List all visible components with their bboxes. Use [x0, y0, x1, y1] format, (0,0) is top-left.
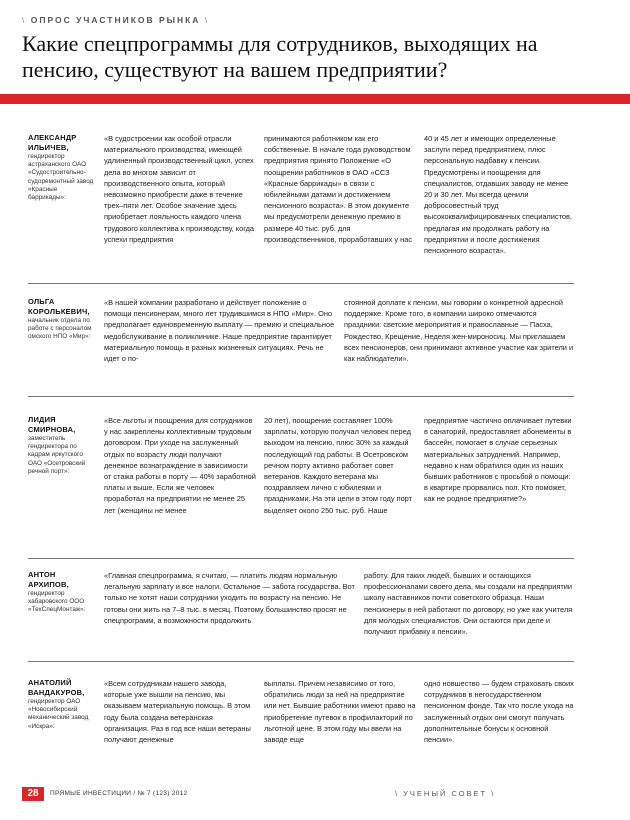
respondent: [28, 297, 96, 342]
answer-column: «Все льготы и поощрения для сотрудников у нас закреплены коллективным трудовым договором. При уходе на заслуженный отдых по возрасту люди получают денежное вознаграждение в зависимости от стажа работы в порту — 40% заработной платы и выше. Если же человек проработал на предприятии не менее 25 лет (женщины не менее: [104, 416, 256, 515]
respondent: [28, 678, 96, 731]
answer-column: «В судостроении как особой отрасли материального производства, имеющей удлиненный производственный цикл, успех дела во многом зависит от производственного опыта, который невозможно приобрести даже в течение трех–пяти лет. Особое значение здесь приобретает лояльность каждого члена трудового коллектива к производству, когда успехи предприятия: [104, 134, 255, 244]
respondent: [28, 570, 96, 615]
respondent: [28, 415, 96, 476]
respondent-name: ОЛЬГА КОРОЛЬКЕВИЧ,: [28, 297, 90, 316]
respondent-role: начальник отдела по работе с персоналом омского НПО «Мир»:: [28, 317, 92, 341]
respondent-name: АНАТОЛИЙ ВАНДАКУРОВ,: [28, 678, 85, 697]
respondent-name: АНТОН АРХИПОВ,: [28, 570, 69, 589]
answer-column: стоянной доплате к пенсии, мы говорим о конкретной адресной поддержке. Кроме того, в компании широко отмечаются праздники: светские мероприятия и православные — Пасха, Рождество, Крещение, Неделя жен-мироносиц. Мы приглашаем всех пенсионеров, они принимают активное участие как зрители и как наблюдатели».: [344, 298, 574, 364]
respondent-name: ЛИДИЯ СМИРНОВА,: [28, 415, 76, 434]
kicker-text: ОПРОС УЧАСТНИКОВ РЫНКА: [30, 15, 201, 25]
accent-bar: [0, 94, 630, 104]
respondent: [28, 133, 96, 202]
section-divider: [28, 558, 574, 559]
interview-section: [28, 570, 574, 645]
answer-column: «В нашей компании разработано и действует положение о помощи пенсионерам, много лет трудившимся в НПО «Мир». Оно предполагает единовременную выплату — премию и специальное медобслуживание в поликлинике. Наше предприятие гарантирует материальную помощь в разных жизненных ситуациях. Речь не идет о по-: [104, 298, 335, 364]
answer-column: выплаты. Причем независимо от того, обратились люди за ней на предприятие или нет. Бывшие работники имеют право на приобретение путевок в профилакторий по льготной цене. В этом году мы ввели на заводе еще: [264, 679, 416, 745]
section-kicker: [22, 15, 209, 25]
answer-column: принимаются работником как его собственные. В начале года руководством предприятия принято Положение «О поощрении работников в ОАО «ССЗ «Красные баррикады» в связи с юбилейными датами и достижением пенсионного возраста». В этом документе мы предусмотрели денежную премию в размере 40 тыс. руб. для производственников, проработавших у нас: [264, 134, 413, 244]
interview-section: [28, 297, 574, 392]
answer-column: 20 лет), поощрение составляет 100% зарплаты, которую получал человек перед выходом на пенсию, плюс 30% за каждый последующий год работы. В Осетровском речном порту активно работает совет ветеранов. Каждого ветерана мы поздравляем лично с юбилеями и праздниками. На эти цели в этом году порт выделяет около 250 тыс. руб. Наше: [264, 416, 413, 515]
interview-section: [28, 415, 574, 545]
respondent-name: АЛЕКСАНДР ИЛЬИЧЕВ,: [28, 133, 77, 152]
page-number: 28: [22, 787, 44, 801]
section-divider: [28, 283, 574, 284]
section-divider: [28, 661, 574, 662]
publication-info: ПРЯМЫЕ ИНВЕСТИЦИИ / № 7 (123) 2012: [50, 790, 188, 797]
answer-column: 40 и 45 лет и имеющих определенные заслуги перед предприятием, плюс персональную надбавку к пенсии. Предусмотрены и поощрения для специалистов, отдавших заводу не менее 20 и 30 лет. Мы всегда ценили добросовестный труд высококвалифицированных специалистов, предлагая им продолжать работу на предприятии и после достижения пенсионного возраста».: [424, 134, 572, 256]
respondent-role: заместитель гендиректора по кадрам иркутского ОАО «Осетровский речной порт»:: [28, 435, 86, 475]
respondent-role: гендиректор астраханского ОАО «Судостроительно-судоремонтный завод «Красные баррикады»:: [28, 153, 94, 202]
interview-section: [28, 133, 574, 263]
answer-column: одно новшество — будем страховать своих сотрудников в негосударственном пенсионном фонде. Так что после ухода на заслуженный отдых они смогут получать дополнительные бонусы к основной пенсии».: [424, 679, 574, 745]
answer-column: работу. Для таких людей, бывших и остающихся профессионалами своего дела, мы создали на предприятии школу наставников почти советского образца. Наши пенсионеры в ней работают по договору, но уже как учителя для молодых специалистов. Они остаются при деле и получают прибавку к пенсии».: [364, 571, 573, 637]
page-title: Какие спецпрограммы для сотрудников, выходящих на пенсию, существуют на вашем предприятии?: [22, 31, 538, 82]
footer-section-name: \ УЧЕНЫЙ СОВЕТ \: [395, 789, 496, 798]
respondent-role: гендиректор хабаровского ООО «ТехСпецМонтаж»:: [28, 590, 86, 614]
section-divider: [28, 396, 574, 397]
answer-column: «Всем сотрудникам нашего завода, которые уже вышли на пенсию, мы оказываем материальную помощь. В этом году была создана ветеранская организация. Раз в год все наши ветераны получают денежные: [104, 679, 251, 745]
kicker-right-slash: \: [204, 15, 210, 25]
interview-section: [28, 678, 574, 748]
respondent-role: гендиректор ОАО «Новосибирский механический завод «Искра»:: [28, 698, 89, 730]
answer-column: предприятие частично оплачивает путевки в санаторий, предоставляет абонементы в бассейн, помогает в случае серьезных материальных затруднений. Например, недавно к нам обратился один из наших бывших работников с просьбой о помощи: в квартире прорвались пол. Кто поможет, как не родное предприятие?»: [424, 416, 572, 504]
kicker-left-slash: \: [22, 15, 27, 25]
answer-column: «Главная спецпрограмма, я считаю, — платить людям нормальную легальную зарплату и все налоги. Остальное — забота государства. Вот только не хотят наши сотрудники уходить по возрасту на пенсию. Не готовы они жить на 7–8 тыс. в месяц. Поэтому большинство просят не спецпрограмм, а возможности продолжить: [104, 571, 355, 625]
